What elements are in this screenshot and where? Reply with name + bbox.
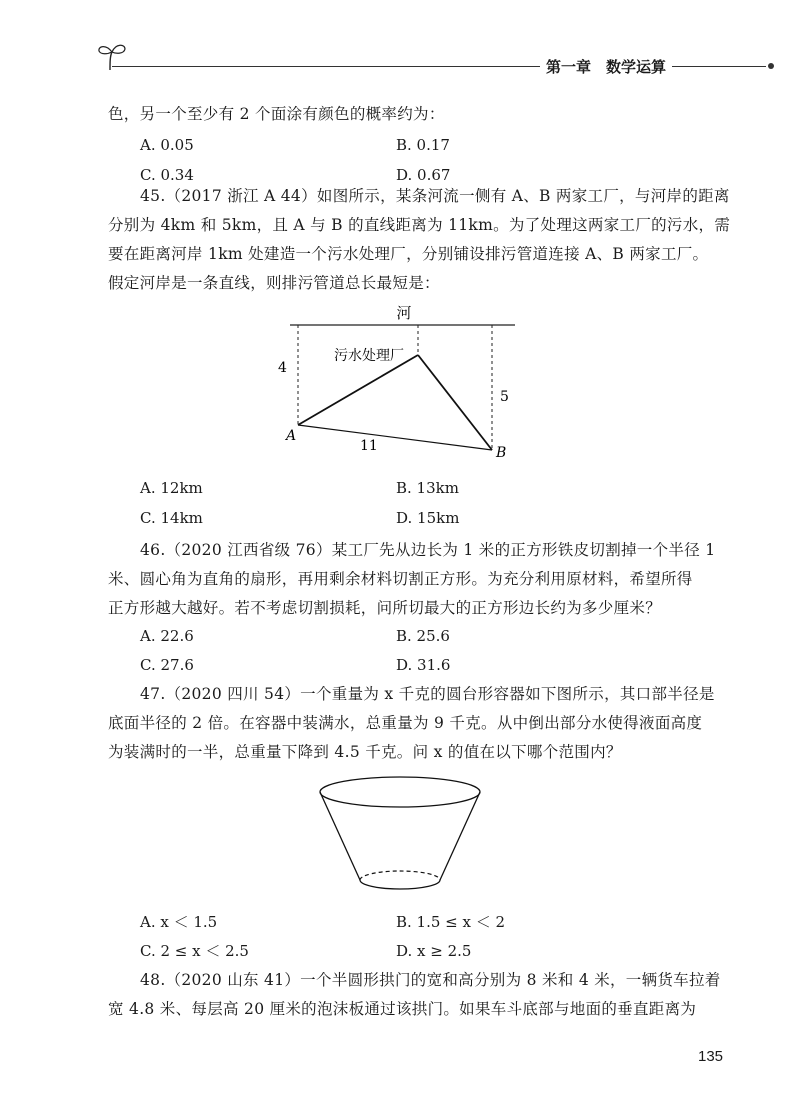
q46-line-3: 正方形越大越好。若不考虑切割损耗，问所切最大的正方形边长约为多少厘米？: [108, 599, 662, 617]
q46-option-b: B. 25.6: [396, 627, 450, 645]
label-point-a: A: [286, 428, 297, 444]
plant-label: 污水处理厂: [334, 348, 404, 364]
container-rim: [320, 777, 480, 807]
q45-option-d: D. 15km: [396, 509, 460, 527]
label-dist-b: 5: [500, 389, 509, 405]
q48-line-2: 宽 4.8 米、每层高 20 厘米的泡沫板通过该拱门。如果车斗底部与地面的垂直距离为: [108, 1000, 697, 1018]
q48-line-1: 48.（2020 山东 41）一个半圆形拱门的宽和高分别为 8 米和 4 米，一辆货车拉着: [140, 971, 721, 989]
q47-option-c: C. 2 ≤ x ＜ 2.5: [140, 942, 249, 960]
label-dist-a: 4: [278, 360, 287, 376]
option-b: B. 0.17: [396, 136, 450, 154]
container-right-wall: [440, 792, 480, 880]
q45-line-4: 假定河岸是一条直线，则排污管道总长最短是：: [108, 274, 440, 292]
q45-figure: [270, 300, 530, 465]
segment-ab: [298, 425, 492, 450]
q47-option-b: B. 1.5 ≤ x ＜ 2: [396, 913, 506, 931]
q47-option-d: D. x ≥ 2.5: [396, 942, 472, 960]
page-number: 135: [698, 1048, 724, 1065]
q46-line-2: 米、圆心角为直角的扇形，再用剩余材料切割正方形。为充分利用原材料，希望所得: [108, 570, 693, 588]
q46-option-d: D. 31.6: [396, 656, 451, 674]
q47-option-a: A. x ＜ 1.5: [140, 913, 218, 931]
q47-line-3: 为装满时的一半，总重量下降到 4.5 千克。问 x 的值在以下哪个范围内？: [108, 743, 622, 761]
container-base-back: [360, 871, 440, 880]
sprout-icon: [94, 40, 134, 74]
pipe-a: [298, 355, 418, 425]
q47-line-2: 底面半径的 2 倍。在容器中装满水，总重量为 9 千克。从中倒出部分水使得液面高度: [108, 714, 703, 732]
q45-line-3: 要在距离河岸 1km 处建造一个污水处理厂，分别铺设排污管道连接 A、B 两家工厂。: [108, 245, 709, 263]
q45-option-b: B. 13km: [396, 479, 459, 497]
q45-option-a: A. 12km: [140, 479, 203, 497]
option-a: A. 0.05: [140, 136, 194, 154]
chapter-title: 第一章 数学运算: [540, 56, 672, 77]
continuation-text: 色，另一个至少有 2 个面涂有颜色的概率约为：: [108, 105, 445, 123]
q46-line-1: 46.（2020 江西省级 76）某工厂先从边长为 1 米的正方形铁皮切割掉一个半径 1: [140, 541, 716, 559]
label-dist-ab: 11: [360, 438, 378, 454]
q46-option-a: A. 22.6: [140, 627, 194, 645]
q45-line-1: 45.（2017 浙江 A 44）如图所示，某条河流一侧有 A、B 两家工厂，与河岸的距离: [140, 187, 730, 205]
river-label: 河: [396, 304, 412, 322]
page-header: [0, 0, 800, 80]
pipe-b: [418, 355, 492, 450]
header-rule-dot: [768, 63, 774, 69]
container-left-wall: [320, 792, 360, 880]
q47-line-1: 47.（2020 四川 54）一个重量为 x 千克的圆台形容器如下图所示，其口部半径是: [140, 685, 715, 703]
frustum-container-figure: [308, 770, 492, 900]
option-c: C. 0.34: [140, 166, 194, 184]
container-base-front: [360, 880, 440, 889]
q45-line-2: 分别为 4km 和 5km，且 A 与 B 的直线距离为 11km。为了处理这两家工厂的污水，需: [108, 216, 731, 234]
q46-option-c: C. 27.6: [140, 656, 194, 674]
q45-option-c: C. 14km: [140, 509, 203, 527]
option-d: D. 0.67: [396, 166, 451, 184]
label-point-b: B: [496, 445, 507, 461]
